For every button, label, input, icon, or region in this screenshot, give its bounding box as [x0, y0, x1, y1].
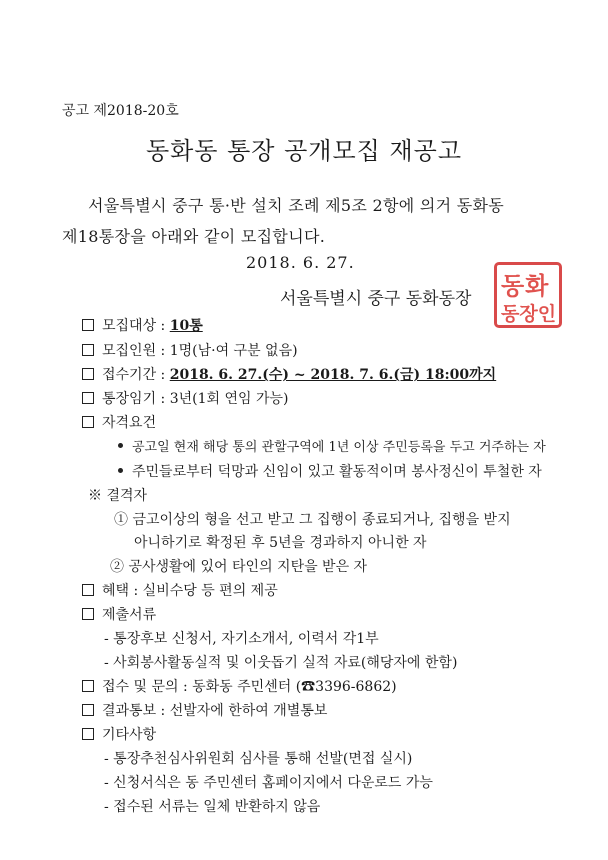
item-count	[82, 340, 298, 360]
disqualification-2: ② 공사생활에 있어 타인의 지탄을 받은 자	[110, 559, 368, 575]
official-seal	[494, 262, 562, 328]
notice-date: 2018. 6. 27.	[246, 253, 355, 272]
notice-number: 공고 제2018-20호	[62, 103, 179, 119]
term-text: 통장임기 : 3년(1회 연임 가능)	[102, 391, 289, 407]
item-result	[82, 700, 327, 720]
item-contact	[82, 676, 397, 696]
disqualification-1a: ① 금고이상의 형을 선고 받고 그 집행이 종료되거나, 집행을 받지	[114, 512, 511, 528]
document-2: - 사회봉사활동실적 및 이웃돕기 실적 자료(해당자에 한함)	[104, 655, 458, 671]
documents-heading: 제출서류	[102, 607, 157, 623]
disqualification-heading: ※ 결격자	[88, 488, 148, 504]
item-qualification	[82, 412, 156, 432]
checkbox-square-icon	[82, 319, 94, 331]
checkbox-square-icon	[82, 608, 94, 620]
item-misc	[82, 724, 156, 744]
document-1: - 통장후보 신청서, 자기소개서, 이력서 각1부	[104, 631, 379, 647]
item-benefit	[82, 580, 278, 600]
seal-text-bottom: 동장인	[501, 303, 557, 325]
contact-text: 접수 및 문의 : 동화동 주민센터 (☎3396-6862)	[102, 679, 397, 695]
target-value: 10통	[169, 318, 203, 334]
checkbox-square-icon	[82, 392, 94, 404]
misc-3: - 접수된 서류는 일체 반환하지 않음	[104, 799, 321, 815]
checkbox-square-icon	[82, 416, 94, 428]
item-period	[82, 364, 496, 384]
intro-line-2: 제18통장을 아래와 같이 모집합니다.	[62, 227, 326, 246]
intro-line-1: 서울특별시 중구 통·반 설치 조례 제5조 2항에 의거 동화동	[88, 196, 505, 215]
checkbox-square-icon	[82, 368, 94, 380]
period-value: 2018. 6. 27.(수) ~ 2018. 7. 6.(금) 18:00까지	[169, 367, 497, 383]
qualification-2	[118, 461, 542, 481]
qualification-1	[118, 436, 546, 455]
bullet-icon	[118, 443, 123, 448]
checkbox-square-icon	[82, 680, 94, 692]
bullet-icon	[118, 468, 123, 473]
misc-1: - 통장추천심사위원회 심사를 통해 선발(면접 실시)	[104, 751, 413, 767]
seal-text-top: 동화	[501, 272, 550, 300]
misc-2: - 신청서식은 동 주민센터 홈페이지에서 다운로드 가능	[104, 775, 433, 791]
document-title: 동화동 통장 공개모집 재공고	[145, 137, 463, 165]
qualification-2-text: 주민들로부터 덕망과 신임이 있고 활동적이며 봉사정신이 투철한 자	[132, 464, 542, 480]
item-term	[82, 388, 289, 408]
qualification-1-text: 공고일 현재 해당 통의 관할구역에 1년 이상 주민등록을 두고 거주하는 자	[132, 440, 546, 455]
checkbox-square-icon	[82, 704, 94, 716]
checkbox-square-icon	[82, 584, 94, 596]
misc-heading: 기타사항	[102, 727, 157, 743]
result-text: 결과통보 : 선발자에 한하여 개별통보	[102, 703, 328, 719]
disqualification-1b: 아니하기로 확정된 후 5년을 경과하지 아니한 자	[134, 535, 427, 551]
checkbox-square-icon	[82, 728, 94, 740]
checkbox-square-icon	[82, 344, 94, 356]
period-label: 접수기간 :	[102, 367, 170, 383]
item-target	[82, 315, 203, 335]
qualification-heading: 자격요건	[102, 415, 157, 431]
issuer-name: 서울특별시 중구 동화동장	[280, 289, 472, 309]
count-text: 모집인원 : 1명(남·여 구분 없음)	[102, 343, 298, 359]
item-documents	[82, 604, 156, 624]
benefit-text: 혜택 : 실비수당 등 편의 제공	[102, 583, 278, 599]
target-label: 모집대상 :	[102, 318, 170, 334]
